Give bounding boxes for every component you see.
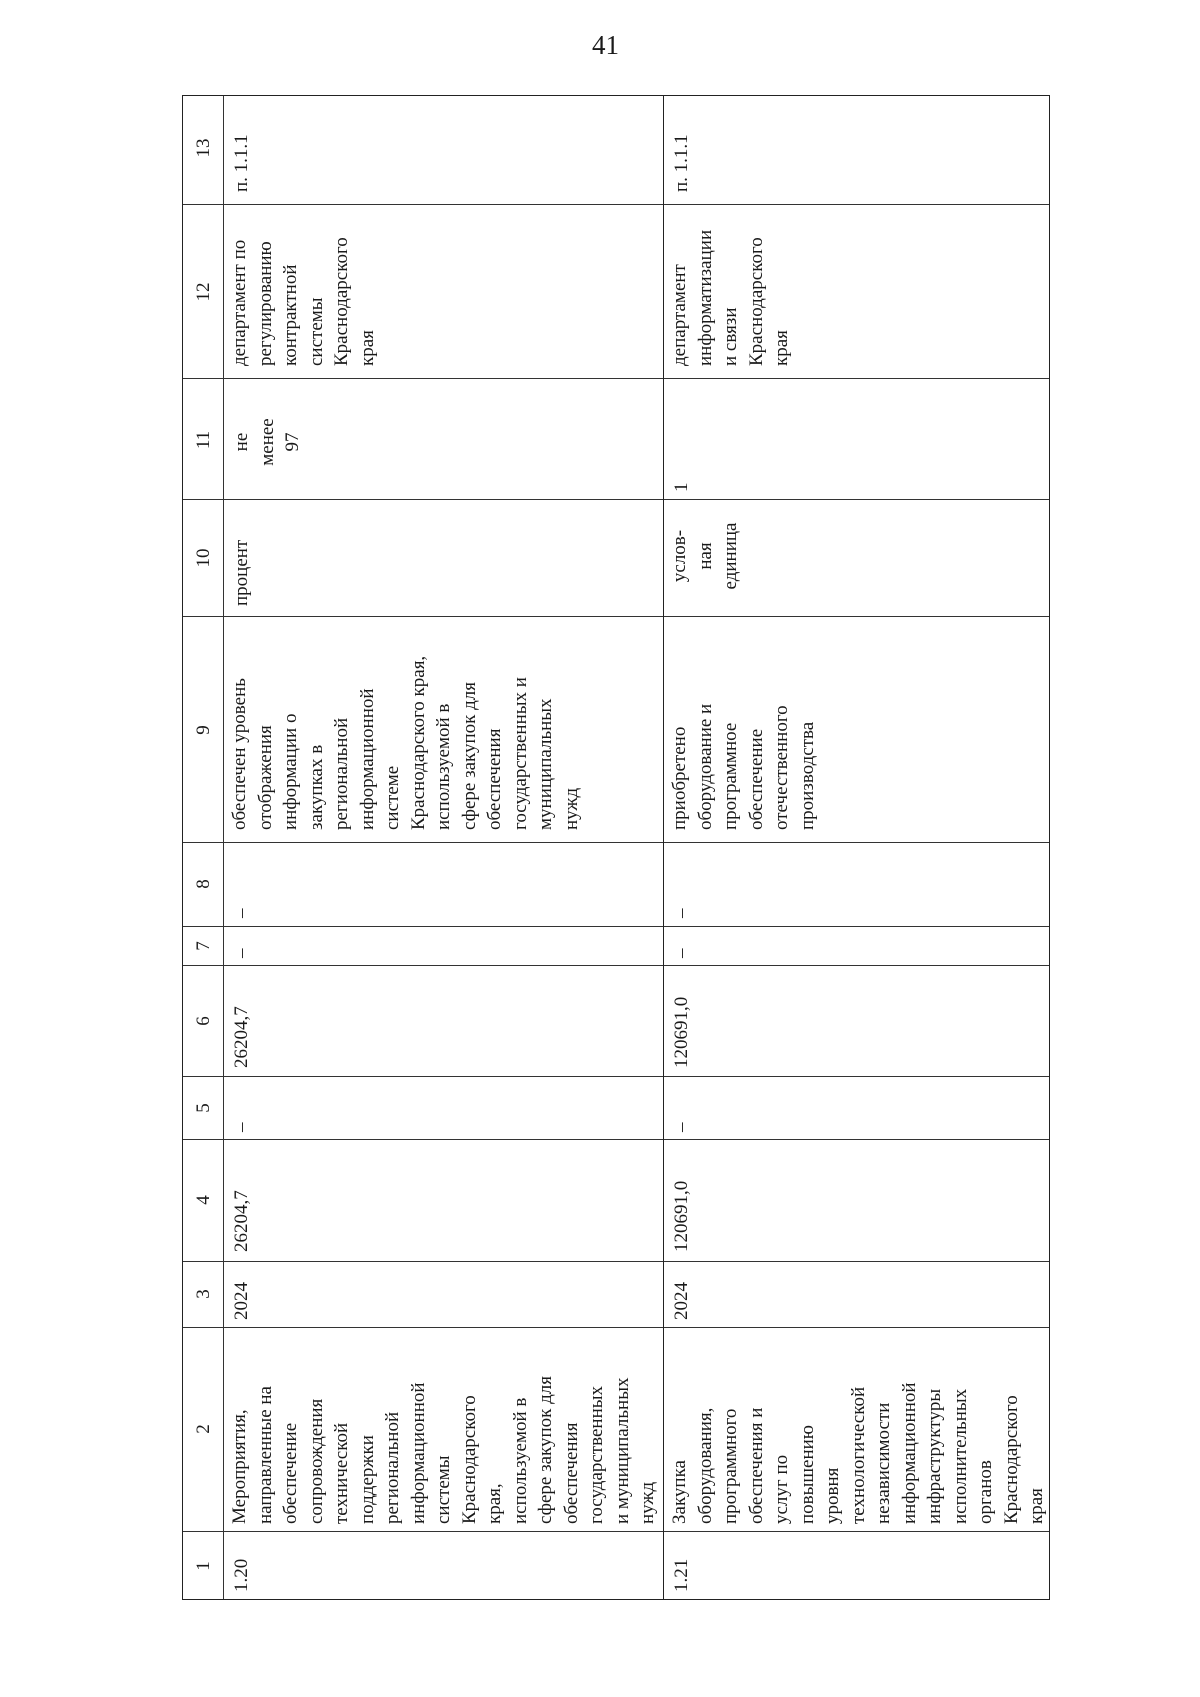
row-1-21-col5: – xyxy=(671,1122,692,1132)
divider-4-3 xyxy=(183,1261,1049,1262)
row-1-20-result: обеспечен уровень отображения информации о закупках в региональной информационной системе Краснодарского края, используемой в сфере закупок для обеспечения государственных и муниципальных нужд xyxy=(229,655,582,830)
row-1-20-col7: – xyxy=(231,948,252,958)
divider-header-row xyxy=(223,96,224,1599)
row-1-20-number: 1.20 xyxy=(231,1558,252,1592)
divider-5-4 xyxy=(183,1139,1049,1140)
row-1-21-executor: департамент информатизации и связи Краснодарского края xyxy=(669,229,792,366)
header-col-4: 4 xyxy=(193,1195,214,1205)
row-1-21-number: 1.21 xyxy=(671,1558,692,1592)
header-col-5: 5 xyxy=(193,1103,214,1113)
row-1-20-year: 2024 xyxy=(231,1282,252,1320)
row-1-21-value: 1 xyxy=(671,482,692,492)
row-1-21-result: приобретено оборудование и программное обеспечение отечественного производства xyxy=(669,703,818,830)
header-col-9: 9 xyxy=(193,725,214,735)
row-1-20-col5: – xyxy=(231,1122,252,1132)
row-1-20-executor: департамент по регулированию контрактной системы Краснодарского края xyxy=(229,237,378,366)
divider-13-12 xyxy=(183,204,1049,205)
header-col-12: 12 xyxy=(193,282,214,302)
header-col-6: 6 xyxy=(193,1016,214,1026)
row-1-20-ref: п. 1.1.1 xyxy=(231,134,252,192)
row-1-21-col6: 120691,0 xyxy=(671,996,692,1068)
divider-2-1 xyxy=(183,1531,1049,1532)
row-1-20-col8: – xyxy=(231,908,252,918)
divider-9-8 xyxy=(183,842,1049,843)
data-table xyxy=(182,95,1050,1600)
row-1-21-unit: услов- ная единица xyxy=(669,522,741,590)
header-col-8: 8 xyxy=(193,879,214,889)
row-1-20-value: не менее 97 xyxy=(231,418,303,466)
divider-7-6 xyxy=(183,965,1049,966)
row-1-21-ref: п. 1.1.1 xyxy=(671,134,692,192)
row-1-20-unit: процент xyxy=(231,539,252,606)
divider-8-7 xyxy=(183,926,1049,927)
divider-6-5 xyxy=(183,1076,1049,1077)
row-1-21-col7: – xyxy=(671,948,692,958)
header-col-2: 2 xyxy=(193,1424,214,1434)
divider-row-1-21 xyxy=(663,96,664,1599)
divider-10-9 xyxy=(183,616,1049,617)
header-col-11: 11 xyxy=(193,430,214,450)
divider-3-2 xyxy=(183,1327,1049,1328)
row-1-21-year: 2024 xyxy=(671,1282,692,1320)
row-1-21-name: Закупка оборудования, программного обеспечения и услуг по повышению уровня технологической независимости информационной инфраструктуры исполнительных органов Краснодарского края xyxy=(669,1382,1047,1524)
divider-12-11 xyxy=(183,378,1049,379)
row-1-20-name: Мероприятия, направленные на обеспечение сопровождения технической поддержки региональной информационной системы Краснодарского края, используемой в сфере закупок для обеспечения государственных и муниципальных нужд xyxy=(229,1375,658,1524)
row-1-21-col8: – xyxy=(671,908,692,918)
header-col-7: 7 xyxy=(193,941,214,951)
divider-11-10 xyxy=(183,499,1049,500)
row-1-21-col4: 120691,0 xyxy=(671,1180,692,1252)
header-col-3: 3 xyxy=(193,1289,214,1299)
header-col-10: 10 xyxy=(193,548,214,568)
row-1-20-col4: 26204,7 xyxy=(231,1190,252,1252)
row-1-20-col6: 26204,7 xyxy=(231,1006,252,1068)
header-col-13: 13 xyxy=(193,138,214,158)
page-number: 41 xyxy=(592,30,619,60)
header-col-1: 1 xyxy=(193,1561,214,1571)
